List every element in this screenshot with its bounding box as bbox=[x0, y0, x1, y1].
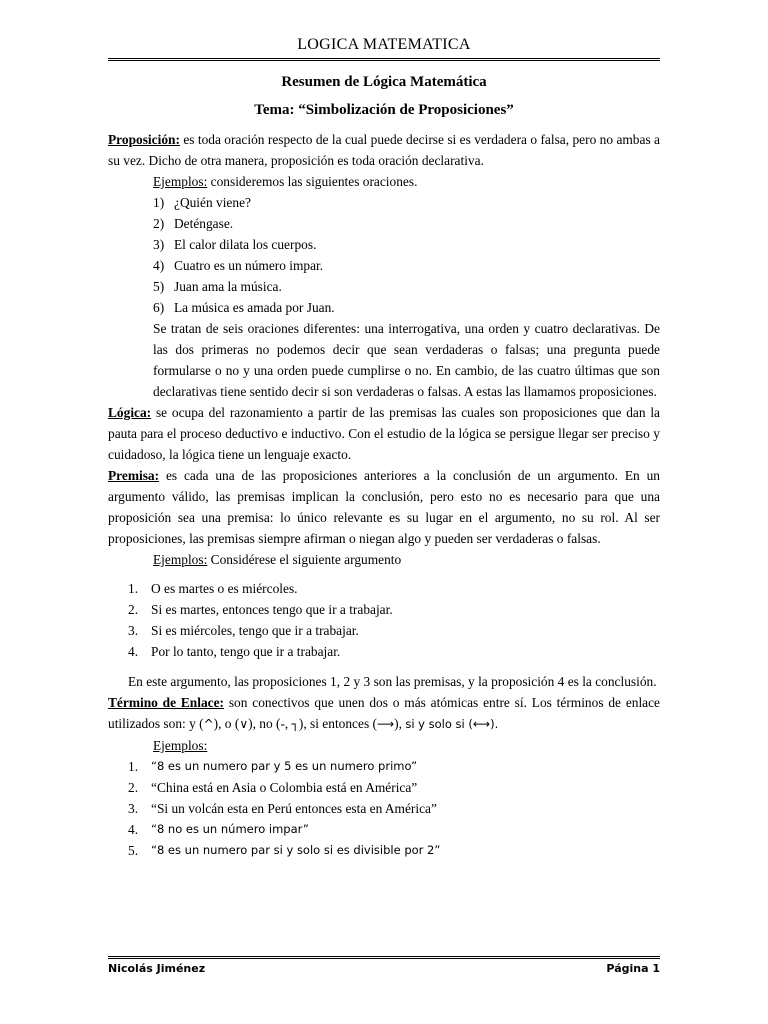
enlace-examples-list bbox=[108, 756, 660, 861]
logica-text: se ocupa del razonamiento a partir de las premisas las cuales son proposiciones que dan la pauta para el proceso deductivo e inductivo. Con el estudio de la lógica se persigue llegar ser preciso y cuidadoso, la lógica tiene un lenguaje exacto. bbox=[108, 405, 660, 462]
list-item-text: Si es miércoles, tengo que ir a trabajar. bbox=[151, 623, 359, 638]
list-item-number: 4. bbox=[128, 644, 139, 659]
proposicion-paragraph: Se tratan de seis oraciones diferentes: una interrogativa, una orden y cuatro declarativas. De las dos primeras no podemos decir que sean verdaderas o falsas; una pregunta puede formularse o no y una orden puede cumplirse o no. En cambio, de las cuatro últimas que son declarativas tiene sentido decir si son verdaderas o falsas. A estas las llamamos proposiciones. bbox=[153, 321, 660, 399]
list-item-number: 1) bbox=[153, 195, 165, 210]
implies-symbol: ⟶ bbox=[376, 717, 395, 731]
enlace-text-4: ), si entonces ( bbox=[298, 716, 377, 731]
list-item-text: Juan ama la música. bbox=[174, 279, 282, 294]
list-item bbox=[128, 840, 660, 861]
list-item-text: Si es martes, entonces tengo que ir a trabajar. bbox=[151, 602, 393, 617]
premisa-definition bbox=[108, 465, 660, 549]
list-item bbox=[128, 756, 660, 777]
list-item-text: Por lo tanto, tengo que ir a trabajar. bbox=[151, 644, 341, 659]
list-item-number: 5. bbox=[128, 843, 139, 858]
enlace-text-6: si y solo si bbox=[405, 717, 465, 731]
list-item-number: 2) bbox=[153, 216, 165, 231]
list-item-text: La música es amada por Juan. bbox=[174, 300, 335, 315]
list-item-text: ¿Quién viene? bbox=[174, 195, 251, 210]
premisa-ejemplos-text: Considérese el siguiente argumento bbox=[207, 552, 402, 567]
tema-value: “Simbolización de Proposiciones” bbox=[294, 102, 514, 118]
list-item bbox=[128, 641, 660, 662]
enlace-text-1: son conectivos que unen dos o más atómicas entre sí. Los términos de enlace utilizados son: y ( bbox=[108, 695, 661, 731]
page-header bbox=[108, 36, 660, 61]
list-item bbox=[128, 798, 660, 819]
list-item-text: “Si un volcán esta en Perú entonces esta en América” bbox=[151, 801, 437, 816]
or-symbol: ∨ bbox=[239, 717, 249, 731]
list-item-text: O es martes o es miércoles. bbox=[151, 581, 298, 596]
list-item bbox=[153, 276, 660, 297]
logica-definition bbox=[108, 402, 660, 465]
logica-term: Lógica: bbox=[108, 405, 152, 420]
proposicion-term: Proposición: bbox=[108, 132, 180, 147]
enlace-ejemplos-label: Ejemplos: bbox=[153, 738, 208, 753]
list-item-text: Cuatro es un número impar. bbox=[174, 258, 324, 273]
list-item bbox=[153, 297, 660, 318]
and-symbol: ^ bbox=[203, 717, 214, 731]
list-item bbox=[153, 213, 660, 234]
premisa-conclusion: En este argumento, las proposiciones 1, 2 y 3 son las premisas, y la proposición 4 es la conclusión. bbox=[128, 674, 657, 689]
enlace-term: Término de Enlace: bbox=[108, 695, 225, 710]
list-item-number: 3. bbox=[128, 623, 139, 638]
premisa-ejemplos-intro bbox=[108, 549, 660, 570]
list-item-number: 1. bbox=[128, 759, 139, 774]
enlace-text-5: ), bbox=[394, 716, 406, 731]
iff-symbol: ⟷ bbox=[472, 717, 491, 731]
list-item-number: 5) bbox=[153, 279, 165, 294]
premisa-term: Premisa: bbox=[108, 468, 160, 483]
premisa-ejemplos-label: Ejemplos: bbox=[153, 552, 208, 567]
document-subtitle bbox=[108, 100, 660, 121]
list-item bbox=[128, 819, 660, 840]
proposicion-ejemplos-intro bbox=[108, 171, 660, 192]
not-symbol: ┐ bbox=[291, 717, 299, 731]
list-item bbox=[153, 234, 660, 255]
list-item-number: 6) bbox=[153, 300, 165, 315]
list-item bbox=[128, 777, 660, 798]
enlace-text-3: ), no (-, bbox=[248, 716, 292, 731]
enlace-text-8: ). bbox=[490, 717, 499, 731]
proposicion-examples-list bbox=[108, 192, 660, 318]
enlace-text-2: ), o ( bbox=[213, 716, 240, 731]
list-item-text: “8 es un numero par si y solo si es divisible por 2” bbox=[151, 843, 441, 857]
list-item-text: El calor dilata los cuerpos. bbox=[174, 237, 317, 252]
page-footer bbox=[108, 956, 660, 975]
header-title: LOGICA MATEMATICA bbox=[297, 36, 471, 53]
list-item bbox=[153, 255, 660, 276]
list-item bbox=[128, 620, 660, 641]
list-item bbox=[128, 578, 660, 599]
list-item-number: 1. bbox=[128, 581, 139, 596]
list-item-number: 2. bbox=[128, 780, 139, 795]
proposicion-ejemplos-text: consideremos las siguientes oraciones. bbox=[207, 174, 418, 189]
list-item-number: 4) bbox=[153, 258, 165, 273]
footer-author: Nicolás Jiménez bbox=[108, 962, 206, 975]
proposicion-definition bbox=[108, 129, 660, 171]
list-item-text: “8 no es un número impar” bbox=[151, 822, 309, 836]
list-item bbox=[128, 599, 660, 620]
tema-label: Tema: bbox=[254, 102, 295, 118]
proposicion-ejemplos-label: Ejemplos: bbox=[153, 174, 208, 189]
document-body bbox=[108, 70, 660, 861]
footer-page-number: Página 1 bbox=[606, 962, 660, 975]
proposicion-text: es toda oración respecto de la cual puede decirse si es verdadera o falsa, pero no ambas a su vez. Dicho de otra manera, proposición es toda oración declarativa. bbox=[108, 132, 660, 168]
list-item-number: 4. bbox=[128, 822, 139, 837]
enlace-ejemplos-intro bbox=[108, 735, 660, 756]
list-item bbox=[153, 192, 660, 213]
enlace-text-7: ( bbox=[464, 717, 473, 731]
list-item-text: “China está en Asia o Colombia está en América” bbox=[151, 780, 418, 795]
document-title: Resumen de Lógica Matemática bbox=[281, 74, 487, 90]
list-item-text: Deténgase. bbox=[174, 216, 234, 231]
list-item-number: 3. bbox=[128, 801, 139, 816]
premisa-text: es cada una de las proposiciones anteriores a la conclusión de un argumento. En un argumento válido, las premisas implican la conclusión, pero esto no es necesario para que una proposición sea una premisa: lo único relevante es su lugar en el argumento, no su rol. Al ser proposiciones, las premisas siempre afirman o niegan algo y pueden ser verdaderas o falsas. bbox=[108, 468, 660, 546]
list-item-text: “8 es un numero par y 5 es un numero primo” bbox=[151, 759, 418, 773]
premisa-examples-list bbox=[108, 578, 660, 662]
list-item-number: 3) bbox=[153, 237, 165, 252]
list-item-number: 2. bbox=[128, 602, 139, 617]
enlace-definition bbox=[108, 692, 660, 735]
